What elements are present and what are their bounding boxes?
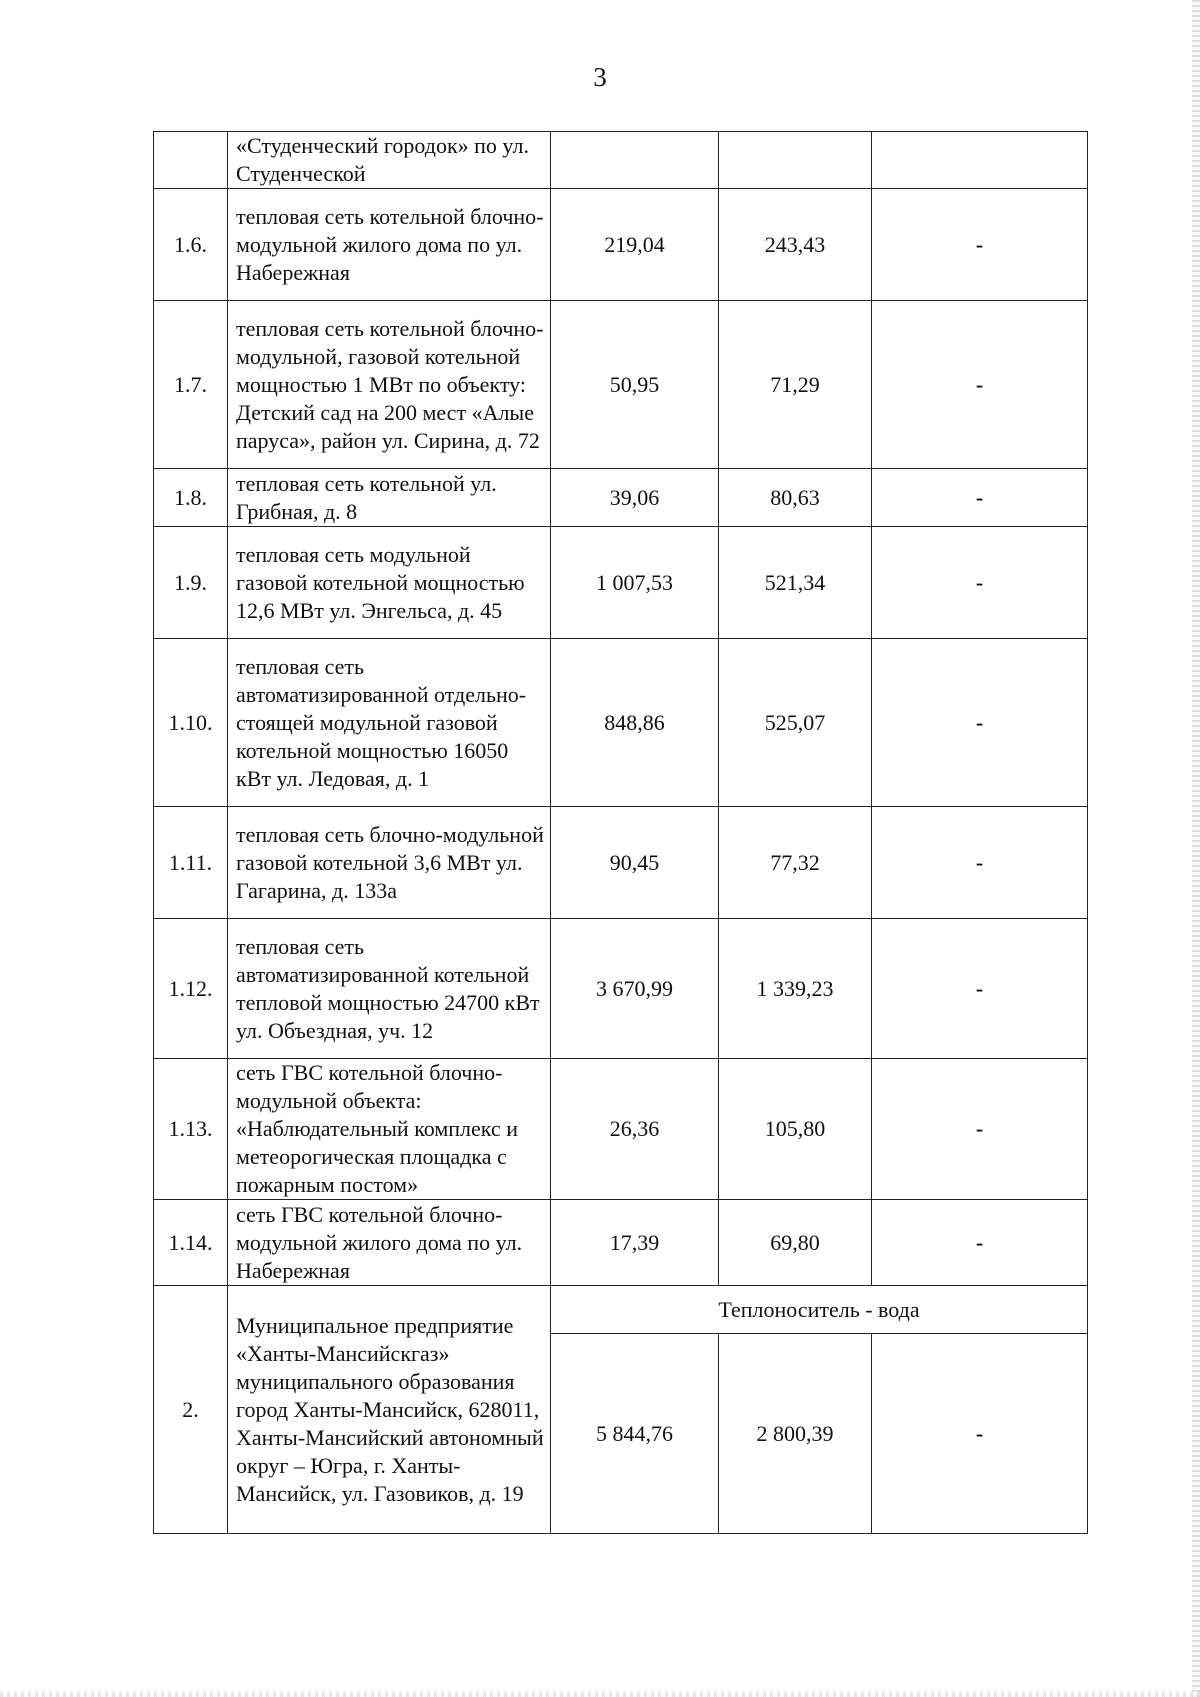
row-number xyxy=(154,132,228,189)
table-row xyxy=(154,1059,1088,1200)
row-value-1: 5 844,76 xyxy=(551,1334,719,1534)
row-description: тепловая сеть модульной газовой котельной мощностью 12,6 МВт ул. Энгельса, д. 45 xyxy=(228,527,551,639)
row-value-3: - xyxy=(872,1059,1088,1200)
row-number: 1.11. xyxy=(154,807,228,919)
row-number: 1.14. xyxy=(154,1200,228,1286)
row-value-1: 17,39 xyxy=(551,1200,719,1286)
row-value-3: - xyxy=(872,919,1088,1059)
tariff-table xyxy=(153,131,1088,1534)
row-value-1: 848,86 xyxy=(551,639,719,807)
row-value-3: - xyxy=(872,469,1088,527)
row-value-2: 525,07 xyxy=(719,639,872,807)
row-description: сеть ГВС котельной блочно-модульной объекта: «Наблюдательный комплекс и метеорогическая площадка с пожарным постом» xyxy=(228,1059,551,1200)
row-value-2 xyxy=(719,132,872,189)
table-row xyxy=(154,527,1088,639)
row-value-3: - xyxy=(872,1200,1088,1286)
row-value-2: 1 339,23 xyxy=(719,919,872,1059)
row-value-3: - xyxy=(872,301,1088,469)
table-row xyxy=(154,1200,1088,1286)
row-value-1: 39,06 xyxy=(551,469,719,527)
row-value-1: 90,45 xyxy=(551,807,719,919)
row-value-3 xyxy=(872,132,1088,189)
row-number: 1.10. xyxy=(154,639,228,807)
row-value-3: - xyxy=(872,527,1088,639)
scan-bottom-artifact xyxy=(0,1691,1200,1697)
row-number: 1.12. xyxy=(154,919,228,1059)
row-value-3: - xyxy=(872,189,1088,301)
row-description: тепловая сеть котельной блочно-модульной жилого дома по ул. Набережная xyxy=(228,189,551,301)
row-value-1: 50,95 xyxy=(551,301,719,469)
table-row xyxy=(154,639,1088,807)
table-row xyxy=(154,807,1088,919)
row-number: 1.6. xyxy=(154,189,228,301)
row-number: 1.13. xyxy=(154,1059,228,1200)
row-value-2: 77,32 xyxy=(719,807,872,919)
row-number: 1.7. xyxy=(154,301,228,469)
row-value-1: 1 007,53 xyxy=(551,527,719,639)
row-value-2: 2 800,39 xyxy=(719,1334,872,1534)
row-description: тепловая сеть котельной ул. Грибная, д. 8 xyxy=(228,469,551,527)
row-description: «Студенческий городок» по ул. Студенческой xyxy=(228,132,551,189)
row-value-2: 521,34 xyxy=(719,527,872,639)
row-value-1: 26,36 xyxy=(551,1059,719,1200)
row-value-1: 3 670,99 xyxy=(551,919,719,1059)
row-value-2: 243,43 xyxy=(719,189,872,301)
row-value-2: 69,80 xyxy=(719,1200,872,1286)
row-value-3: - xyxy=(872,807,1088,919)
scan-edge-artifact xyxy=(1192,0,1200,1697)
row-value-1 xyxy=(551,132,719,189)
row-value-2: 71,29 xyxy=(719,301,872,469)
row-value-1: 219,04 xyxy=(551,189,719,301)
row-number: 1.9. xyxy=(154,527,228,639)
row-value-3: - xyxy=(872,1334,1088,1534)
table-row xyxy=(154,132,1088,189)
heat-carrier-label: Теплоноситель - вода xyxy=(551,1286,1088,1334)
table-row xyxy=(154,301,1088,469)
row-description: сеть ГВС котельной блочно-модульной жилого дома по ул. Набережная xyxy=(228,1200,551,1286)
table-row xyxy=(154,919,1088,1059)
row-description: тепловая сеть котельной блочно-модульной, газовой котельной мощностью 1 МВт по объекту: Детский сад на 200 мест «Алые паруса», район ул. Сирина, д. 72 xyxy=(228,301,551,469)
row-value-2: 105,80 xyxy=(719,1059,872,1200)
table-row xyxy=(154,469,1088,527)
row-number: 1.8. xyxy=(154,469,228,527)
row-description: тепловая сеть автоматизированной отдельно-стоящей модульной газовой котельной мощностью 16050 кВт ул. Ледовая, д. 1 xyxy=(228,639,551,807)
row-description: тепловая сеть блочно-модульной газовой котельной 3,6 МВт ул. Гагарина, д. 133а xyxy=(228,807,551,919)
table-row xyxy=(154,189,1088,301)
row-description: тепловая сеть автоматизированной котельной тепловой мощностью 24700 кВт ул. Объездная, уч. 12 xyxy=(228,919,551,1059)
row-description: Муниципальное предприятие «Ханты-Мансийскгаз» муниципального образования город Ханты-Мансийск, 628011, Ханты-Мансийский автономный округ – Югра, г. Ханты-Мансийск, ул. Газовиков, д. 19 xyxy=(228,1286,551,1534)
row-value-3: - xyxy=(872,639,1088,807)
table-row xyxy=(154,1286,1088,1334)
page-number: 3 xyxy=(593,62,607,92)
row-value-2: 80,63 xyxy=(719,469,872,527)
row-number: 2. xyxy=(154,1286,228,1534)
